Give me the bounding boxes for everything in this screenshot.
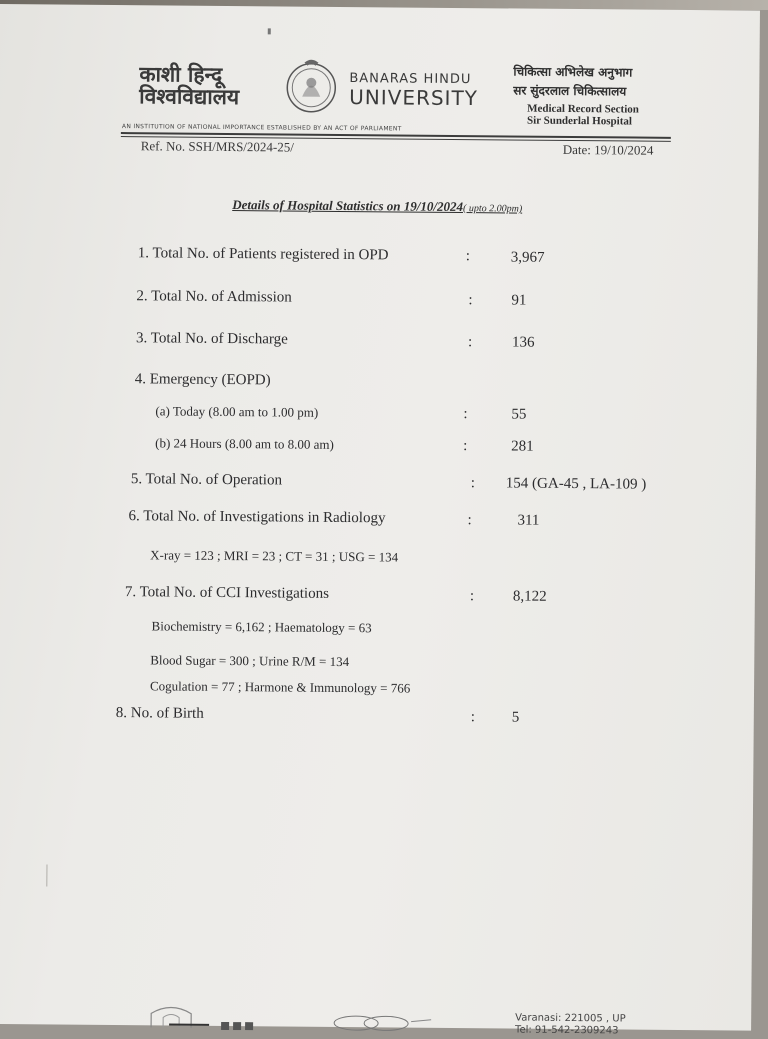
stat-colon: :	[465, 248, 471, 265]
pin-mark	[268, 28, 271, 34]
stat-value-emergency-24h: 281	[511, 438, 534, 455]
stat-colon: :	[467, 334, 473, 351]
stat-label-operation: 5. Total No. of Operation	[130, 471, 283, 489]
stat-label-radiology: 6. Total No. of Investigations in Radiology	[128, 508, 386, 527]
stat-colon: :	[470, 709, 476, 726]
stat-label-opd: 1. Total No. of Patients registered in OPD	[137, 245, 389, 264]
address-line-2: Tel: 91-542-2309243	[515, 1024, 619, 1037]
stat-value-operation: 154 (GA-45 , LA-109 )	[505, 475, 647, 493]
document-title	[232, 197, 522, 216]
stat-colon: :	[467, 512, 472, 529]
stat-label-emergency-today: (a) Today (8.00 am to 1.00 pm)	[155, 403, 319, 420]
university-name-hindi	[139, 63, 239, 108]
footer-address	[515, 1013, 626, 1038]
department-block	[499, 62, 660, 127]
stat-value-birth: 5	[511, 709, 520, 726]
cci-breakdown-3: Cogulation = 77 ; Harmone & Immunology = 766	[149, 678, 411, 696]
stat-value-radiology: 311	[517, 512, 540, 529]
dept-hindi-2: सर सुंदरलाल चिकित्सालय	[513, 83, 627, 99]
footer-emblem-icon	[141, 999, 441, 1032]
english-line-1: BANARAS HINDU	[349, 71, 472, 88]
stat-value-opd: 3,967	[510, 249, 545, 266]
dept-hindi-1: चिकित्सा अभिलेख अनुभाग	[513, 64, 633, 80]
university-seal-icon	[282, 56, 341, 115]
tagline: AN INSTITUTION OF NATIONAL IMPORTANCE ESTABLISHED BY AN ACT OF PARLIAMENT	[121, 123, 402, 133]
hindi-line-1: काशी हिन्दू	[139, 62, 223, 87]
stat-value-discharge: 136	[511, 334, 535, 351]
stat-value-cci: 8,122	[512, 588, 547, 605]
stat-colon: :	[463, 438, 468, 455]
stat-label-birth: 8. No. of Birth	[115, 705, 204, 722]
radiology-breakdown: X-ray = 123 ; MRI = 23 ; CT = 31 ; USG = 134	[150, 547, 399, 565]
stat-colon: :	[470, 475, 476, 492]
dept-english-2: Sir Sunderlal Hospital	[526, 114, 632, 128]
stat-label-cci: 7. Total No. of CCI Investigations	[124, 584, 330, 602]
hindi-line-2: विश्वविद्यालय	[139, 84, 240, 110]
stat-value-admission: 91	[511, 292, 527, 309]
reference-number: Ref. No. SSH/MRS/2024-25/	[140, 138, 294, 155]
stat-colon: :	[469, 588, 475, 605]
stat-label-emergency: 4. Emergency (EOPD)	[134, 371, 271, 389]
stat-label-emergency-24h: (b) 24 Hours (8.00 am to 8.00 am)	[155, 435, 334, 452]
stat-value-emergency-today: 55	[511, 406, 527, 423]
document-date: Date: 19/10/2024	[562, 141, 654, 158]
cci-breakdown-2: Blood Sugar = 300 ; Urine R/M = 134	[150, 652, 350, 670]
page-mark	[46, 864, 47, 886]
title-text: Details of Hospital Statistics on 19/10/2024	[232, 197, 464, 215]
dept-english-1: Medical Record Section	[527, 102, 639, 116]
title-subtext: ( upto 2.00pm)	[462, 203, 523, 215]
stat-label-discharge: 3. Total No. of Discharge	[136, 330, 288, 348]
stat-colon: :	[468, 292, 473, 309]
address-line-1: Varanasi: 221005 , UP	[515, 1012, 626, 1025]
stat-label-admission: 2. Total No. of Admission	[136, 288, 292, 306]
university-name-english	[349, 71, 478, 110]
cci-breakdown-1: Biochemistry = 6,162 ; Haematology = 63	[151, 618, 372, 636]
english-line-2: UNIVERSITY	[349, 85, 479, 111]
stat-colon: :	[463, 406, 468, 423]
document-page	[0, 4, 760, 1037]
